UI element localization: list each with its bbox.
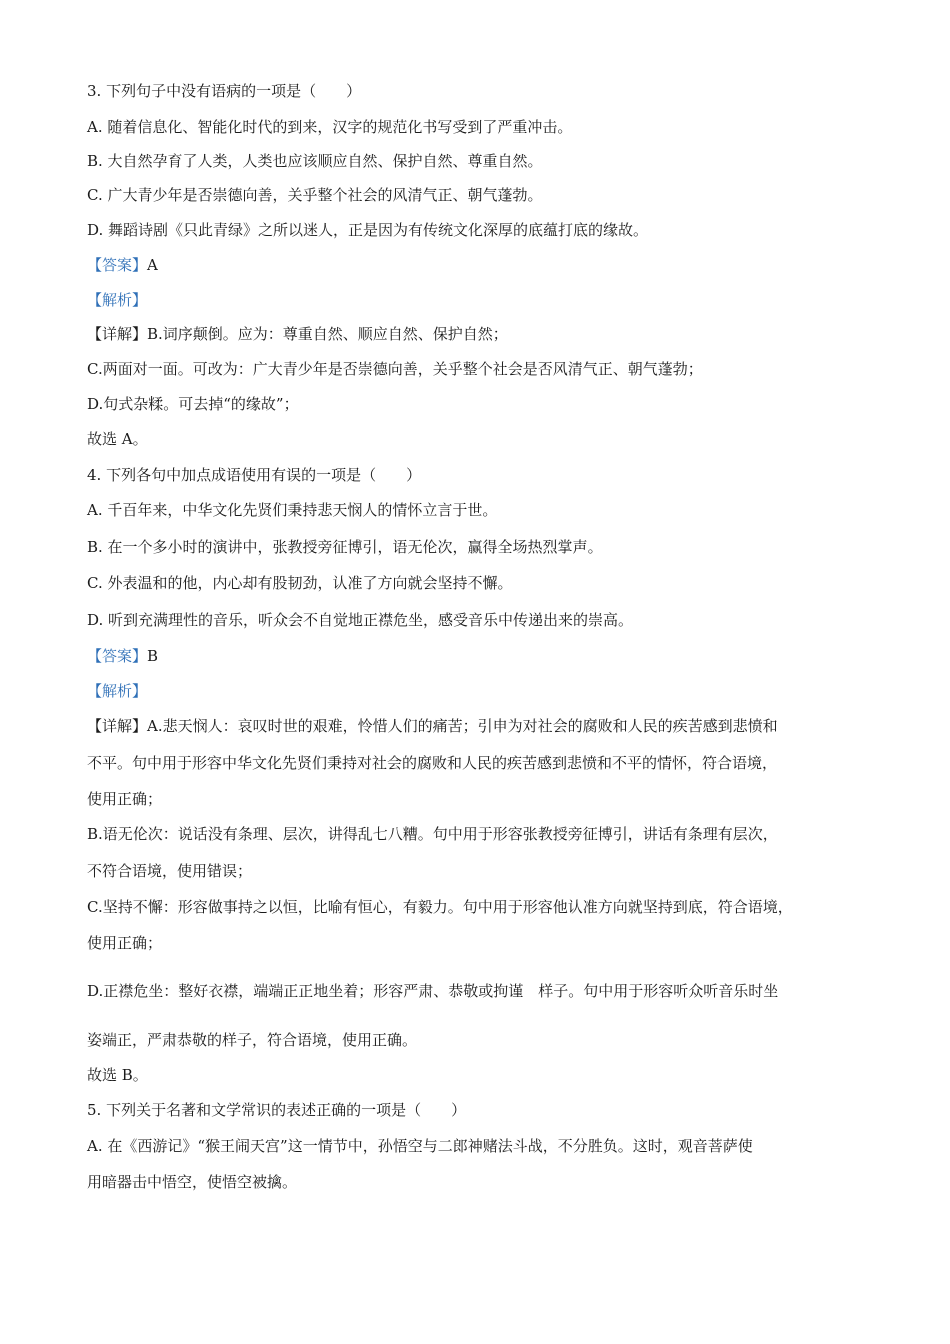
q4-option-c: C. 外表温和的他，内心却有股韧劲，认准了方向就会坚持不懈。 xyxy=(87,574,513,592)
q4-detail-b-1: B.语无伦次：说话没有条理、层次，讲得乱七八糟。句中用于形容张教授旁征博引，讲话有条理有层次， xyxy=(87,825,778,843)
q5-option-a-1: A. 在《西游记》“猴王闹天宫”这一情节中，孙悟空与二郎神赌法斗战，不分胜负。这时，观音菩萨使 xyxy=(87,1137,753,1155)
q4-conclusion: 故选 B。 xyxy=(87,1066,148,1084)
q4-detail-a-1 xyxy=(87,716,778,736)
q4-analysis-tag: 【解析】 xyxy=(87,682,148,700)
q3-option-c: C. 广大青少年是否崇德向善，关乎整个社会的风清气正、朝气蓬勃。 xyxy=(87,186,543,204)
q3-option-b: B. 大自然孕育了人类，人类也应该顺应自然、保护自然、尊重自然。 xyxy=(87,152,543,170)
q4-detail-a-2: 不平。句中用于形容中华文化先贤们秉持对社会的腐败和人民的疾苦感到悲愤和不平的情怀，符合语境， xyxy=(87,754,778,772)
q5-option-a-2: 用暗器击中悟空，使悟空被擒。 xyxy=(87,1173,298,1191)
q4-detail-a-1-text: A.悲天悯人：哀叹时世的艰难，怜惜人们的痛苦；引申为对社会的腐败和人民的疾苦感到悲愤和 xyxy=(147,717,778,735)
q3-answer-line xyxy=(87,255,158,275)
q4-option-a: A. 千百年来，中华文化先贤们秉持悲天悯人的情怀立言于世。 xyxy=(87,501,498,519)
q3-answer-tag: 【答案】 xyxy=(87,256,148,274)
q3-detail-c: C.两面对一面。可改为：广大青少年是否崇德向善，关乎整个社会是否风清气正、朝气蓬勃； xyxy=(87,360,703,378)
q4-answer-value: B xyxy=(147,647,159,665)
q3-stem: 3. 下列句子中没有语病的一项是（ ） xyxy=(87,82,362,100)
q4-detail-b-2: 不符合语境，使用错误； xyxy=(87,862,253,880)
q5-stem: 5. 下列关于名著和文学常识的表述正确的一项是（ ） xyxy=(87,1101,467,1119)
q3-analysis-tag: 【解析】 xyxy=(87,291,148,309)
q4-detail-d-1: D.正襟危坐：整好衣襟，端端正正地坐着；形容严肃、恭敬或拘谨 样子。句中用于形容听众听音乐时坐 xyxy=(87,982,779,1000)
q4-answer-line xyxy=(87,646,158,666)
q4-answer-tag: 【答案】 xyxy=(87,647,148,665)
q4-detail-a-3: 使用正确； xyxy=(87,790,163,808)
q3-answer-value: A xyxy=(147,256,158,274)
q4-detail-c-1: C.坚持不懈：形容做事持之以恒，比喻有恒心，有毅力。句中用于形容他认准方向就坚持到底，符合语境， xyxy=(87,898,793,916)
q3-detail-b xyxy=(87,324,508,344)
q3-option-a: A. 随着信息化、智能化时代的到来，汉字的规范化书写受到了严重冲击。 xyxy=(87,118,573,136)
q3-conclusion: 故选 A。 xyxy=(87,430,148,448)
q4-detail-d-2: 姿端正，严肃恭敬的样子，符合语境，使用正确。 xyxy=(87,1031,418,1049)
q4-option-d: D. 听到充满理性的音乐，听众会不自觉地正襟危坐，感受音乐中传递出来的崇高。 xyxy=(87,611,634,629)
q4-stem: 4. 下列各句中加点成语使用有误的一项是（ ） xyxy=(87,466,422,484)
q3-option-d: D. 舞蹈诗剧《只此青绿》之所以迷人，正是因为有传统文化深厚的底蕴打底的缘故。 xyxy=(87,221,649,239)
q3-detail-tag: 【详解】 xyxy=(87,325,148,343)
q4-option-b: B. 在一个多小时的演讲中，张教授旁征博引，语无伦次，赢得全场热烈掌声。 xyxy=(87,538,603,556)
q4-detail-c-2: 使用正确； xyxy=(87,934,163,952)
q3-detail-d: D.句式杂糅。可去掉“的缘故”； xyxy=(87,395,299,413)
q4-detail-tag: 【详解】 xyxy=(87,717,148,735)
q3-detail-b-text: B.词序颠倒。应为：尊重自然、顺应自然、保护自然； xyxy=(147,325,508,343)
